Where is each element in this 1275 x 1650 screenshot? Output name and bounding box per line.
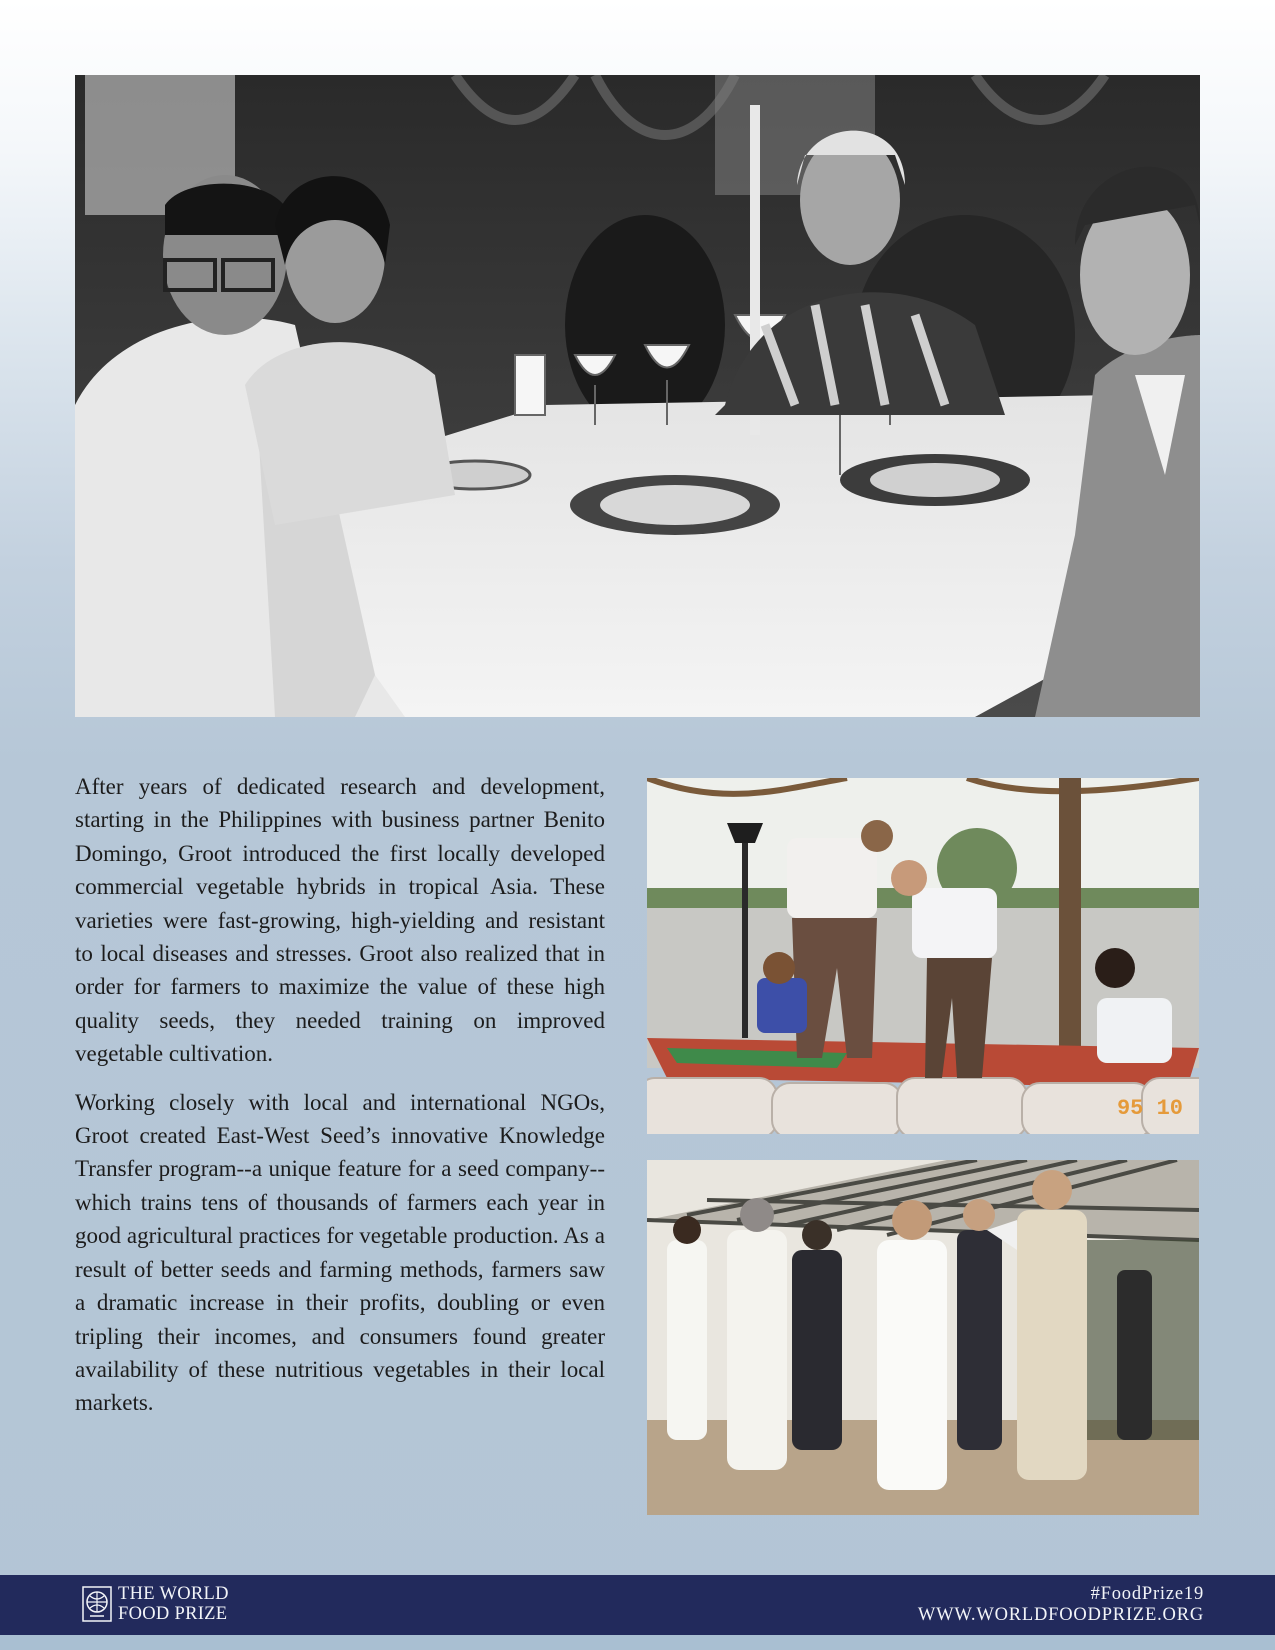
hashtag: #FoodPrize19 (1090, 1584, 1204, 1604)
field-visit-photo (647, 1160, 1199, 1515)
globe-wheat-icon (82, 1586, 112, 1622)
dinner-table-photo (75, 75, 1200, 717)
article-paragraph: After years of dedicated research and development, starting in the Philippines with business partner Benito Domingo, Groot introduced the first locally developed commercial vegetable hybrids in tropical Asia. These varieties were fast-growing, high-yielding and resistant to local diseases and stresses. Groot also realized that in order for farmers to maximize the value of these high quality seeds, they needed training on improved vegetable cultivation. (75, 774, 605, 1067)
footer-links (918, 1584, 1204, 1626)
boat-photo-illustration (647, 778, 1199, 1134)
logo-line-2: FOOD PRIZE (118, 1604, 228, 1624)
photo-date-stamp: 95 10 (1116, 1096, 1183, 1121)
logo-text (118, 1584, 229, 1624)
logo-line-1: THE WORLD (118, 1584, 229, 1604)
footer-bar (0, 1575, 1275, 1635)
world-food-prize-logo[interactable] (82, 1584, 229, 1624)
article-body (75, 770, 605, 1435)
dinner-photo-illustration (75, 75, 1200, 717)
visit-photo-illustration (647, 1160, 1199, 1515)
lakeside-boat-photo (647, 778, 1199, 1134)
article-paragraph: Working closely with local and international NGOs, Groot created East-West Seed’s innovative Knowledge Transfer program--a unique feature for a seed company--which trains tens of thousands of farmers each year in good agricultural practices for vegetable production. As a result of better seeds and farming methods, farmers saw a dramatic increase in their profits, doubling or even tripling their incomes, and consumers found greater availability of these nutritious vegetables in their local markets. (75, 1089, 605, 1416)
footer-accent-strip (0, 1635, 1275, 1650)
website-link[interactable]: WWW.WORLDFOODPRIZE.ORG (917, 1605, 1204, 1625)
